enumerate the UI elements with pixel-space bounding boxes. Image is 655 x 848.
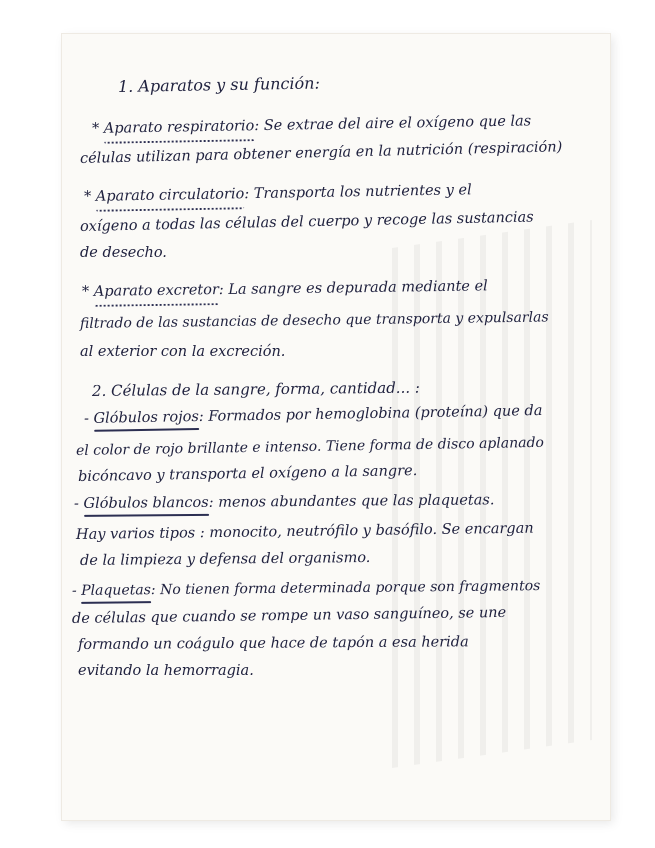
item-excretor-line-2: filtrado de las sustancias de desecho que transporta y expulsarlas bbox=[79, 309, 549, 332]
item-circulatorio-line-2: oxígeno a todas las células del cuerpo y recoge las sustancias bbox=[79, 209, 534, 235]
bullet-dash: - bbox=[83, 410, 90, 427]
bullet-star: * bbox=[83, 188, 92, 205]
item-globulos-rojos-line-2: el color de rojo brillante e intenso. Tiene forma de disco aplanado bbox=[75, 434, 545, 459]
item-globulos-blancos-line-2: Hay varios tipos : monocito, neutrófilo y basófilo. Se encargan bbox=[75, 520, 534, 543]
term-aparato-excretor: Aparato excretor bbox=[93, 282, 219, 300]
item-text: : menos abundantes que las plaquetas. bbox=[208, 492, 495, 511]
item-excretor-line-3: al exterior con la excreción. bbox=[80, 344, 286, 360]
term-aparato-respiratorio: Aparato respiratorio bbox=[103, 118, 255, 137]
item-plaquetas-line-3: formando un coágulo que hace de tapón a esa herida bbox=[77, 634, 469, 653]
term-aparato-circulatorio: Aparato circulatorio bbox=[95, 186, 245, 205]
bullet-star: * bbox=[91, 120, 100, 137]
bullet-dash: - bbox=[73, 495, 79, 512]
item-circulatorio-line-3: de desecho. bbox=[80, 245, 167, 261]
item-globulos-blancos-first-line bbox=[74, 491, 495, 513]
term-plaquetas: Plaquetas bbox=[81, 582, 151, 599]
term-globulos-blancos: Glóbulos blancos bbox=[83, 494, 209, 512]
item-globulos-rojos-line-3: bicóncavo y transporta el oxígeno a la sangre. bbox=[77, 463, 418, 485]
item-plaquetas-line-2: de células que cuando se rompe un vaso sanguíneo, se une bbox=[71, 604, 507, 627]
item-respiratorio-line-2: células utilizan para obtener energía en la nutrición (respiración) bbox=[79, 139, 563, 167]
section-1-title: 1. Aparatos y su función: bbox=[117, 73, 321, 96]
item-text: : No tienen forma determinada porque son fragmentos bbox=[150, 578, 541, 599]
item-text: : Se extrae del aire el oxígeno que las bbox=[254, 113, 532, 135]
item-globulos-blancos-line-3: de la limpieza y defensa del organismo. bbox=[79, 549, 371, 569]
bullet-star: * bbox=[81, 283, 90, 300]
section-2-title: 2. Células de la sangre, forma, cantidad... : bbox=[91, 378, 420, 400]
item-text: : Transporta los nutrientes y el bbox=[244, 182, 472, 203]
item-plaquetas-line-4: evitando la hemorragia. bbox=[78, 663, 254, 679]
item-text: : Formados por hemoglobina (proteína) que da bbox=[198, 402, 543, 425]
term-globulos-rojos: Glóbulos rojos bbox=[93, 408, 199, 427]
item-text: : La sangre es depurada mediante el bbox=[218, 278, 488, 299]
bullet-dash: - bbox=[71, 582, 77, 599]
